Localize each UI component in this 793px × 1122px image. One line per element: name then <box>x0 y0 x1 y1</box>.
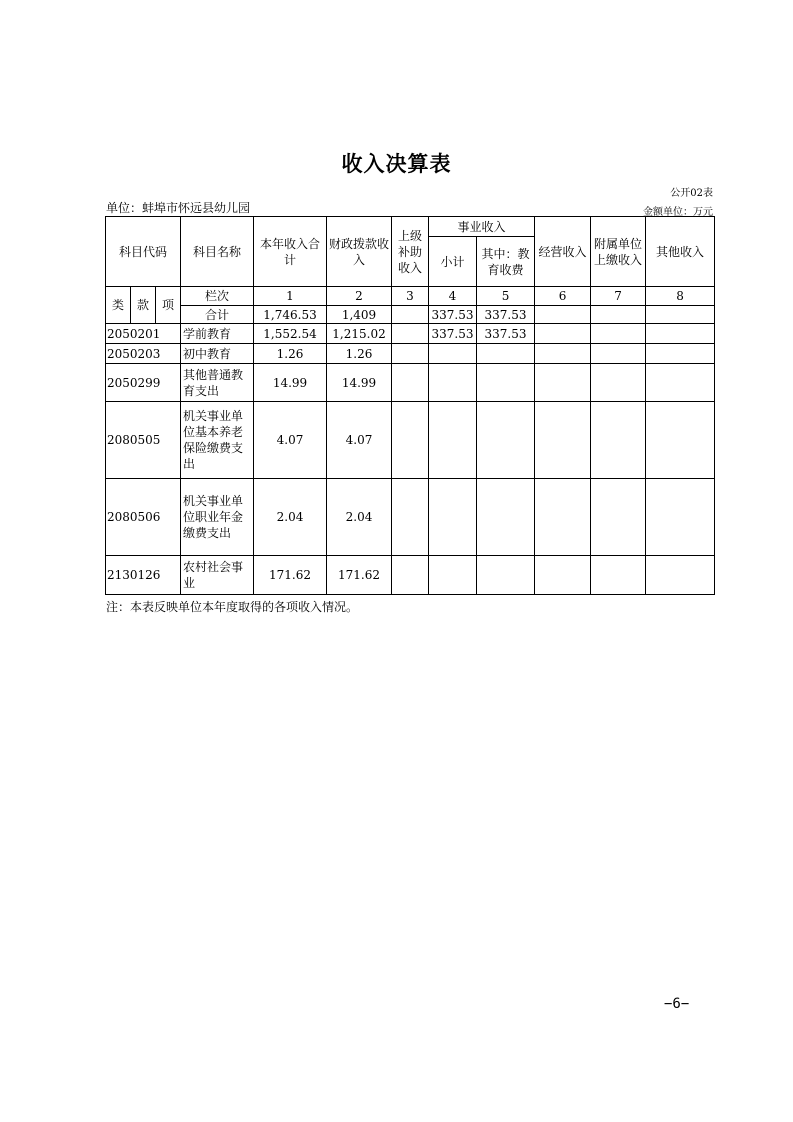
row-name: 初中教育 <box>181 344 254 364</box>
table-cell <box>477 344 535 364</box>
table-cell <box>535 556 591 595</box>
row-code: 2130126 <box>106 556 181 595</box>
table-cell <box>646 344 715 364</box>
table-cell: 1,552.54 <box>254 324 327 344</box>
header-subtotal: 小计 <box>429 237 477 287</box>
row-name: 学前教育 <box>181 324 254 344</box>
table-row <box>106 402 715 479</box>
total-label: 合计 <box>181 306 254 324</box>
total-row <box>106 306 715 324</box>
table-cell <box>477 402 535 479</box>
table-cell <box>646 479 715 556</box>
table-row <box>106 324 715 344</box>
table-cell: 1.26 <box>254 344 327 364</box>
table-cell: 2.04 <box>327 479 392 556</box>
reporting-unit: 单位：蚌埠市怀远县幼儿园 <box>106 201 251 215</box>
table-cell: 4.07 <box>327 402 392 479</box>
table-cell <box>392 556 429 595</box>
col-num: 2 <box>327 287 392 306</box>
header-row-1 <box>106 217 715 237</box>
table-cell <box>429 556 477 595</box>
table-cell <box>477 556 535 595</box>
table-cell <box>591 306 646 324</box>
header-edu-fee: 其中：教育收费 <box>477 237 535 287</box>
form-number: 公开02表 <box>670 188 713 199</box>
header-superior: 上级补助收入 <box>392 217 429 287</box>
table-cell: 14.99 <box>327 364 392 402</box>
col-num: 8 <box>646 287 715 306</box>
table-cell <box>591 479 646 556</box>
header-lanci: 栏次 <box>181 287 254 306</box>
table-cell: 14.99 <box>254 364 327 402</box>
header-name: 科目名称 <box>181 217 254 287</box>
header-xiang: 项 <box>156 287 181 324</box>
table-cell <box>646 324 715 344</box>
table-cell <box>392 324 429 344</box>
row-code: 2080505 <box>106 402 181 479</box>
table-cell: 337.53 <box>477 324 535 344</box>
header-code: 科目代码 <box>106 217 181 287</box>
table-cell <box>392 402 429 479</box>
header-business: 事业收入 <box>429 217 535 237</box>
table-cell <box>477 479 535 556</box>
table-cell: 337.53 <box>477 306 535 324</box>
table-cell <box>646 556 715 595</box>
table-cell <box>392 479 429 556</box>
table-cell <box>535 402 591 479</box>
row-code: 2050201 <box>106 324 181 344</box>
header-kuan: 款 <box>131 287 156 324</box>
table-cell: 1.26 <box>327 344 392 364</box>
table-cell: 171.62 <box>254 556 327 595</box>
header-total: 本年收入合计 <box>254 217 327 287</box>
table-cell <box>591 344 646 364</box>
header-fiscal: 财政拨款收入 <box>327 217 392 287</box>
table-cell <box>429 402 477 479</box>
table-row <box>106 344 715 364</box>
table-row <box>106 556 715 595</box>
table-cell <box>591 402 646 479</box>
header-lei: 类 <box>106 287 131 324</box>
table-cell <box>535 344 591 364</box>
page-number: −6− <box>664 996 690 1012</box>
table-cell <box>392 364 429 402</box>
income-table <box>105 216 715 595</box>
col-num: 1 <box>254 287 327 306</box>
table-cell <box>535 364 591 402</box>
page-title: 收入决算表 <box>341 152 452 176</box>
table-cell: 1,409 <box>327 306 392 324</box>
table-cell: 337.53 <box>429 306 477 324</box>
table-cell: 4.07 <box>254 402 327 479</box>
table-cell <box>535 324 591 344</box>
row-name: 农村社会事业 <box>181 556 254 595</box>
header-other: 其他收入 <box>646 217 715 287</box>
table-cell <box>591 364 646 402</box>
table-cell <box>646 364 715 402</box>
row-code: 2050203 <box>106 344 181 364</box>
row-name: 其他普通教育支出 <box>181 364 254 402</box>
row-name: 机关事业单位职业年金缴费支出 <box>181 479 254 556</box>
table-row <box>106 364 715 402</box>
col-num: 4 <box>429 287 477 306</box>
table-cell <box>392 306 429 324</box>
col-num: 7 <box>591 287 646 306</box>
table-cell: 171.62 <box>327 556 392 595</box>
header-operating: 经营收入 <box>535 217 591 287</box>
table-cell <box>591 324 646 344</box>
table-cell <box>429 479 477 556</box>
table-cell: 337.53 <box>429 324 477 344</box>
row-name: 机关事业单位基本养老保险缴费支出 <box>181 402 254 479</box>
table-cell <box>392 344 429 364</box>
column-number-row <box>106 287 715 306</box>
table-cell <box>646 306 715 324</box>
table-cell: 1,215.02 <box>327 324 392 344</box>
col-num: 5 <box>477 287 535 306</box>
table-cell <box>646 402 715 479</box>
header-affiliated: 附属单位上缴收入 <box>591 217 646 287</box>
money-unit: 金额单位：万元 <box>643 207 713 218</box>
row-code: 2050299 <box>106 364 181 402</box>
table-cell <box>535 306 591 324</box>
col-num: 3 <box>392 287 429 306</box>
row-code: 2080506 <box>106 479 181 556</box>
table-cell: 1,746.53 <box>254 306 327 324</box>
table-cell <box>429 364 477 402</box>
table-cell: 2.04 <box>254 479 327 556</box>
table-cell <box>429 344 477 364</box>
table-cell <box>591 556 646 595</box>
table-cell <box>535 479 591 556</box>
col-num: 6 <box>535 287 591 306</box>
table-cell <box>477 364 535 402</box>
table-row <box>106 479 715 556</box>
table-note: 注：本表反映单位本年度取得的各项收入情况。 <box>106 600 359 614</box>
